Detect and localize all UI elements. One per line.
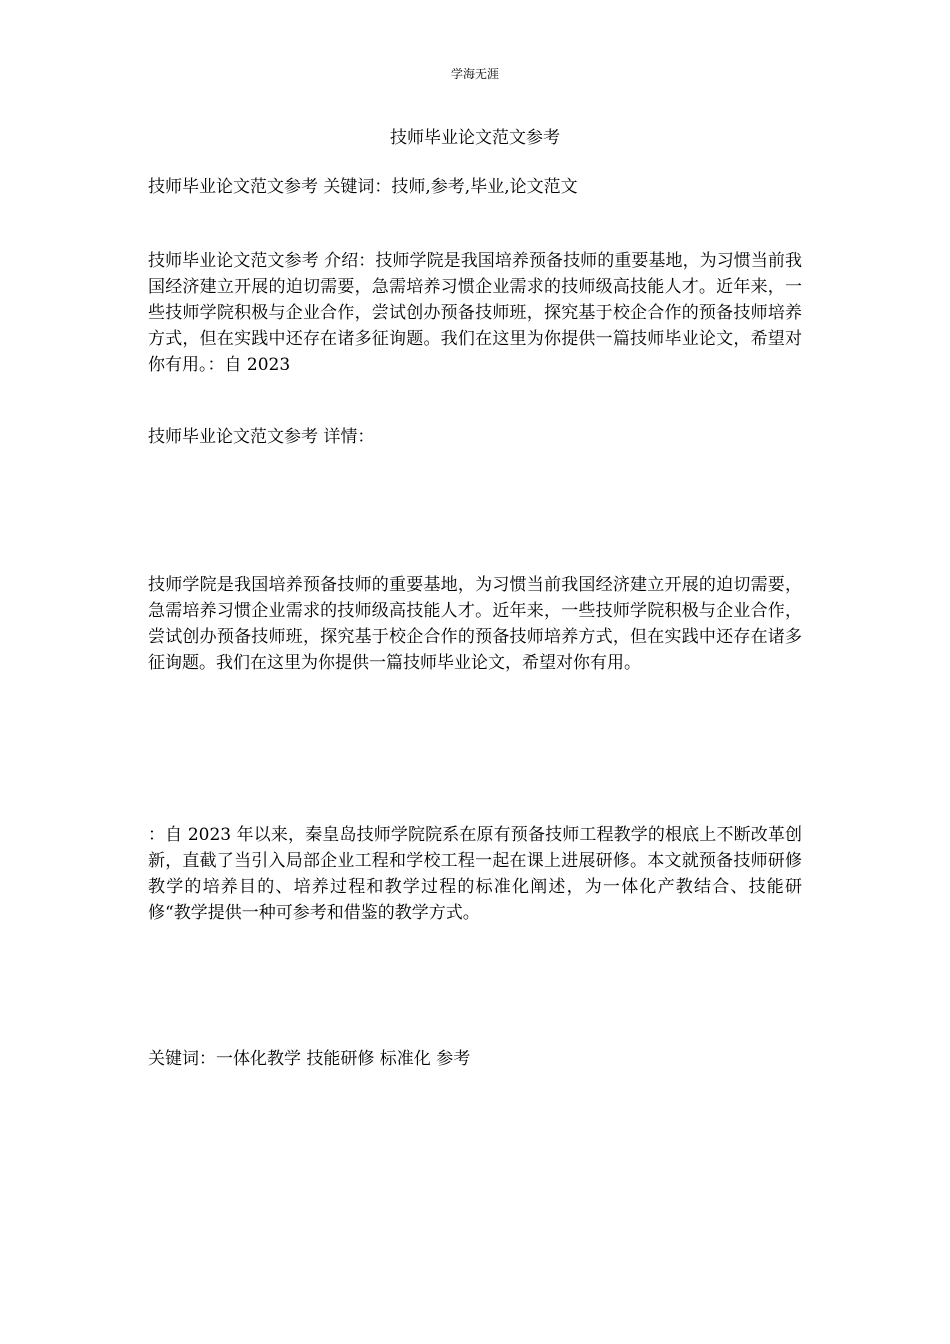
keywords-paragraph-2: 关键词：一体化教学 技能研修 标准化 参考 [148, 1049, 471, 1069]
page-header: 学海无涯 [450, 67, 499, 81]
document-title: 技师毕业论文范文参考 [390, 128, 560, 148]
keywords-paragraph: 技师毕业论文范文参考 关键词：技师,参考,毕业,论文范文 [148, 177, 578, 197]
intro-paragraph: 技师毕业论文范文参考 介绍：技师学院是我国培养预备技师的重要基地，为习惯当前我国经济建立开展的迫切需要，急需培养习惯企业需求的技师级高技能人才。近年来，一些技师学院积极与企业合作，尝试创办预备技师班，探究基于校企合作的预备技师培养方式，但在实践中还存在诸多征询题。我们在这里为你提供一篇技师毕业论文，希望对你有用。：自 2023 [148, 251, 802, 375]
body-paragraph-1: 技师学院是我国培养预备技师的重要基地，为习惯当前我国经济建立开展的迫切需要，急需培养习惯企业需求的技师级高技能人才。近年来，一些技师学院积极与企业合作，尝试创办预备技师班，探究基于校企合作的预备技师培养方式，但在实践中还存在诸多征询题。我们在这里为你提供一篇技师毕业论文，希望对你有用。 [148, 575, 802, 673]
body-paragraph-2: ：自 2023 年以来，秦皇岛技师学院院系在原有预备技师工程教学的根底上不断改革创新，直截了当引入局部企业工程和学校工程一起在课上进展研修。本文就预备技师研修教学的培养目的、培养过程和教学过程的标准化阐述，为一体化产教结合、技能研修“教学提供一种可参考和借鉴的教学方式。 [148, 825, 802, 923]
details-heading: 技师毕业论文范文参考 详情： [148, 427, 375, 447]
